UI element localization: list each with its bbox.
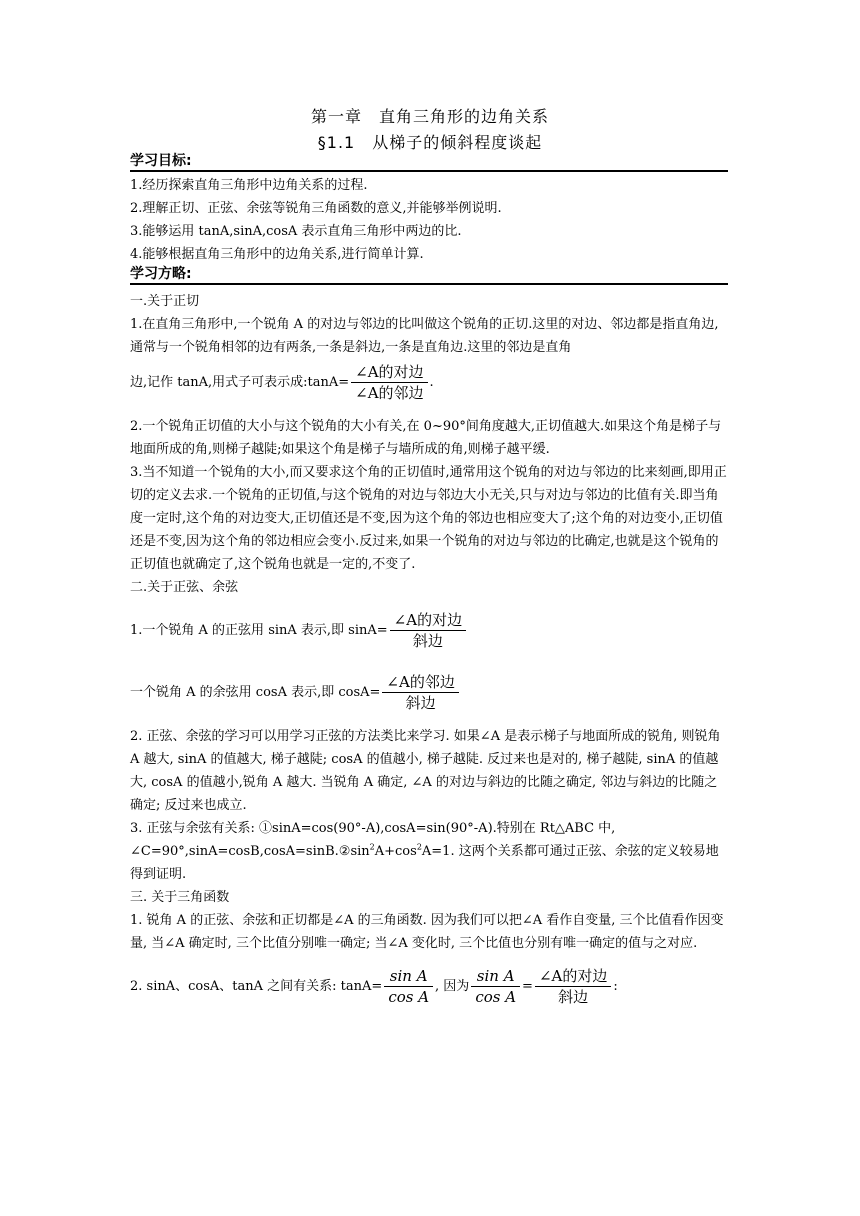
part3-title: 三. 关于三角函数: [130, 890, 230, 905]
strategy-heading: 学习方略:: [130, 265, 728, 285]
document-body: [130, 174, 730, 1011]
tan-relation-line: [130, 963, 730, 1011]
fraction-denominator: 斜边: [558, 988, 589, 1006]
goal-item: 3.能够运用 tanA,sinA,cosA 表示直角三角形中两边的比.: [130, 224, 462, 239]
paragraph-sin-cos-analogy: 2. 正弦、余弦的学习可以用学习正弦的方法类比来学习. 如果∠A 是表示梯子与地面所成的锐角, 则锐角 A 越大, sinA 的值越大, 梯子越陡; cosA 的值越小, 梯子越陡. 反过来也是对的, 梯子越陡, sinA 的值越大, cosA 的值越小,锐角 A 越大. 当锐角 A 确定, ∠A 的对边与斜边的比随之确定, 邻边与斜边的比随之确定; 反过来也成立.: [130, 729, 721, 813]
cos-fraction-denominator: 斜边: [405, 694, 436, 712]
cos-fraction-numerator: ∠A的邻边: [382, 672, 458, 693]
tan-fraction-numerator: ∠A的对边: [351, 362, 427, 383]
part1-title: 一.关于正切: [130, 294, 200, 309]
goals-heading: 学习目标:: [130, 152, 728, 172]
tan-relation-prefix: 2. sinA、cosA、tanA 之间有关系: tanA=: [130, 979, 383, 994]
tan-relation-because: , 因为: [435, 979, 470, 994]
fraction-denominator: cos A: [388, 988, 430, 1006]
tan-fraction-denominator: ∠A的邻边: [355, 384, 424, 402]
sin-fraction-denominator: 斜边: [412, 632, 443, 650]
relation-text-b: A+cos: [374, 844, 417, 859]
sin-fraction: [390, 610, 466, 651]
tan-relation-fraction-2: [471, 966, 520, 1007]
sin-formula-prefix: 1.一个锐角 A 的正弦用 sinA 表示,即 sinA=: [130, 623, 388, 638]
fraction-numerator: ∠A的对边: [535, 966, 611, 987]
tan-relation-fraction-3: [535, 966, 611, 1007]
fraction-denominator: cos A: [475, 988, 517, 1006]
tan-relation-end: :: [613, 979, 618, 994]
paragraph-tan-ratio: 3.当不知道一个锐角的大小,而又要求这个角的正切值时,通常用这个锐角的对边与邻边的比来刻画,即用正切的定义去求.一个锐角的正切值,与这个锐角的对边与邻边大小无关,只与对边与邻边的比值有关.即当角度一定时,这个角的对边变大,正切值还是不变,因为这个角的邻边也相应变大了;这个角的对边变小,正切值还是不变,因为这个角的邻边相应会变小.反过来,如果一个锐角的对边与邻边的比确定,也就是这个锐角的正切值也就确定了,这个锐角也就是一定的,不变了.: [130, 465, 727, 572]
tan-relation-fraction-1: [384, 966, 433, 1007]
tan-formula-line: [130, 359, 730, 407]
chapter-title: 第一章 直角三角形的边角关系: [310, 107, 549, 126]
section-title: §1.1 从梯子的倾斜程度谈起: [317, 133, 543, 152]
goal-item: 4.能够根据直角三角形中的边角关系,进行简单计算.: [130, 247, 424, 262]
part2-title: 二.关于正弦、余弦: [130, 580, 239, 595]
tan-formula-prefix: 边,记作 tanA,用式子可表示成:tanA=: [130, 375, 350, 390]
relation-text-c: A=1. 这两个关系都可通过正弦、余弦的定义较易地得到证明.: [130, 844, 719, 882]
fraction-numerator: sin A: [471, 966, 520, 987]
goal-item: 1.经历探索直角三角形中边角关系的过程.: [130, 178, 368, 193]
tan-fraction: [351, 362, 427, 403]
relation-text-a: 3. 正弦与余弦有关系: ①sinA=cos(90°-A),cosA=sin(90°-A).特别在 Rt△ABC 中, ∠C=90°,sinA=cosB,cosA=sinB.②sin: [130, 821, 616, 859]
paragraph-trig-functions: 1. 锐角 A 的正弦、余弦和正切都是∠A 的三角函数. 因为我们可以把∠A 看作自变量, 三个比值看作因变量, 当∠A 确定时, 三个比值分别唯一确定; 当∠A 变化时, 三个比值也分别有唯一确定的值与之对应.: [130, 913, 724, 951]
tan-relation-equals: =: [522, 979, 533, 994]
cos-formula-line: [130, 669, 730, 717]
paragraph-tan-definition: 1.在直角三角形中,一个锐角 A 的对边与邻边的比叫做这个锐角的正切.这里的对边、邻边都是指直角边,通常与一个锐角相邻的边有两条,一条是斜边,一条是直角边.这里的邻边是直角: [130, 317, 719, 355]
tan-formula-end: .: [429, 375, 434, 390]
goal-item: 2.理解正切、正弦、余弦等锐角三角函数的意义,并能够举例说明.: [130, 201, 502, 216]
paragraph-sin-cos-relation: [130, 817, 730, 886]
sin-fraction-numerator: ∠A的对边: [390, 610, 466, 631]
sin-formula-line: [130, 607, 730, 655]
cos-formula-prefix: 一个锐角 A 的余弦用 cosA 表示,即 cosA=: [130, 685, 381, 700]
relation-sup-1: 2: [369, 842, 375, 852]
fraction-numerator: sin A: [384, 966, 433, 987]
paragraph-tan-size: 2.一个锐角正切值的大小与这个锐角的大小有关,在 0~90°间角度越大,正切值越大.如果这个角是梯子与地面所成的角,则梯子越陡;如果这个角是梯子与墙所成的角,则梯子越平缓.: [130, 419, 722, 457]
cos-fraction: [382, 672, 458, 713]
relation-sup-2: 2: [416, 842, 422, 852]
